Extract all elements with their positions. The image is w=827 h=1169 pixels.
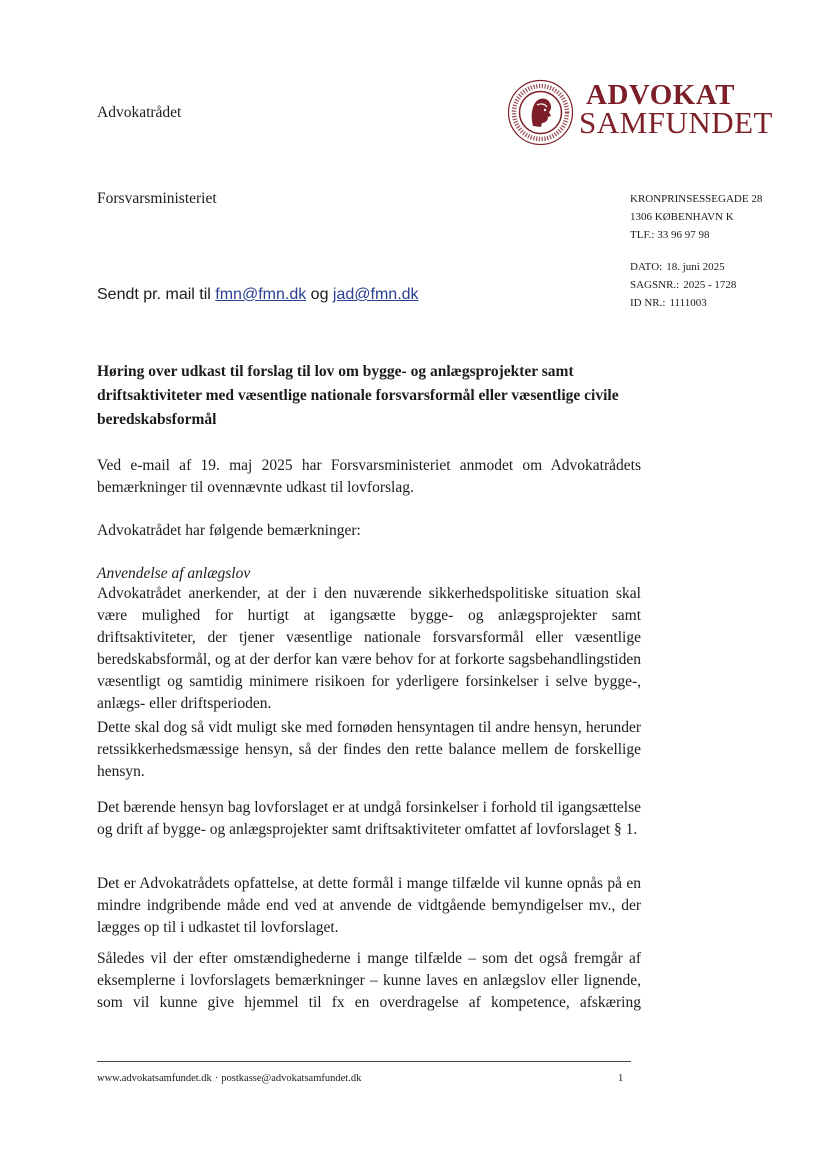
address-phone: TLF.: 33 96 97 98: [630, 229, 710, 241]
footer-website[interactable]: www.advokatsamfundet.dk: [97, 1073, 212, 1084]
meta-case-label: SAGSNR.:: [630, 279, 680, 291]
paragraph-balance: Dette skal dog så vidt muligt ske med fornøden hensyntagen til andre hensyn, herunder retssikkerhedsmæssige hensyn, så der findes den rette balance mellem de forskellige hensyn.: [97, 719, 641, 780]
address-street: KRONPRINSESSEGADE 28: [630, 193, 763, 205]
section-heading: Anvendelse af anlægslov: [97, 565, 251, 582]
sent-prefix: Sendt pr. mail til: [97, 286, 211, 303]
footer-contact: [97, 1073, 361, 1084]
sent-connector: og: [310, 286, 329, 303]
sent-by-mail-line: [97, 286, 419, 304]
paragraph-construction-law: Således vil der efter omstændighederne i mange tilfælde – som det også fremgår af eksemplerne i lovforslagets bemærkninger – kunne laves en anlægslov eller lignende, som vil kunne give hjemmel til fx en overdragelse af kompetence, afskæring: [97, 950, 641, 1011]
meta-date-label: DATO:: [630, 261, 663, 273]
advokatsamfundet-logo: [507, 79, 773, 147]
paragraph-intro: Ved e-mail af 19. maj 2025 har Forsvarsministeriet anmodet om Advokatrådets bemærkninger til ovennævnte udkast til lovforslag.: [97, 457, 641, 496]
page-number: 1: [618, 1073, 624, 1084]
address-city: 1306 KØBENHAVN K: [630, 211, 734, 223]
paragraph-acknowledgement: Advokatrådet anerkender, at der i den nuværende sikkerhedspolitiske situation skal være mulighed for hurtigt at igangsætte bygge- og anlægsprojekter samt driftsaktiviteter, der tjener væsentlige nationale forsvarsformål eller væsentlige beredskabsformål, og at der derfor kan være behov for at forkorte sagsbehandlingstiden væsentligt og samtidig minimere risikoen for yderligere forsinkelser i selve bygge-, anlægs- eller driftsperioden.: [97, 585, 641, 712]
meta-case-value: 2025 - 1728: [683, 279, 737, 291]
paragraph-opinion: Det er Advokatrådets opfattelse, at dette formål i mange tilfælde vil kunne opnås på en mindre indgribende måde end ved at anvende de vidtgående bemyndigelser mv., der lægges op til i udkastet til lovforslaget.: [97, 875, 641, 936]
recipient-name: Forsvarsministeriet: [97, 190, 217, 207]
meta-id-label: ID NR.:: [630, 297, 666, 309]
paragraph-purpose: Det bærende hensyn bag lovforslaget er at undgå forsinkelser i forhold til igangsættelse og drift af bygge- og anlægsprojekter samt driftsaktiviteter omfattet af lovforslaget § 1.: [97, 799, 641, 838]
meta-case: [630, 276, 736, 294]
paragraph-remarks-intro: Advokatrådet har følgende bemærkninger:: [97, 522, 361, 539]
letter-subject: Høring over udkast til forslag til lov om bygge- og anlægsprojekter samt driftsaktiviteter med væsentlige nationale forsvarsformål eller væsentlige civile beredskabsformål: [97, 363, 619, 428]
email-link-1[interactable]: fmn@fmn.dk: [215, 286, 307, 303]
meta-id: [630, 294, 736, 312]
sender-address: [630, 190, 762, 244]
footer-separator: ·: [214, 1073, 219, 1084]
meta-date: [630, 258, 736, 276]
footer-email[interactable]: postkasse@advokatsamfundet.dk: [221, 1073, 362, 1084]
logo-text-line1: ADVOKAT: [586, 79, 735, 111]
footer-divider: [97, 1061, 631, 1062]
logo-text-line2: SAMFUNDET: [579, 105, 773, 140]
seal-emblem-icon: [507, 79, 574, 146]
email-link-2[interactable]: jad@fmn.dk: [332, 286, 419, 303]
sender-name: Advokatrådet: [97, 104, 182, 121]
meta-id-value: 1111003: [669, 297, 707, 309]
letter-meta: [630, 258, 736, 312]
meta-date-value: 18. juni 2025: [666, 261, 725, 273]
